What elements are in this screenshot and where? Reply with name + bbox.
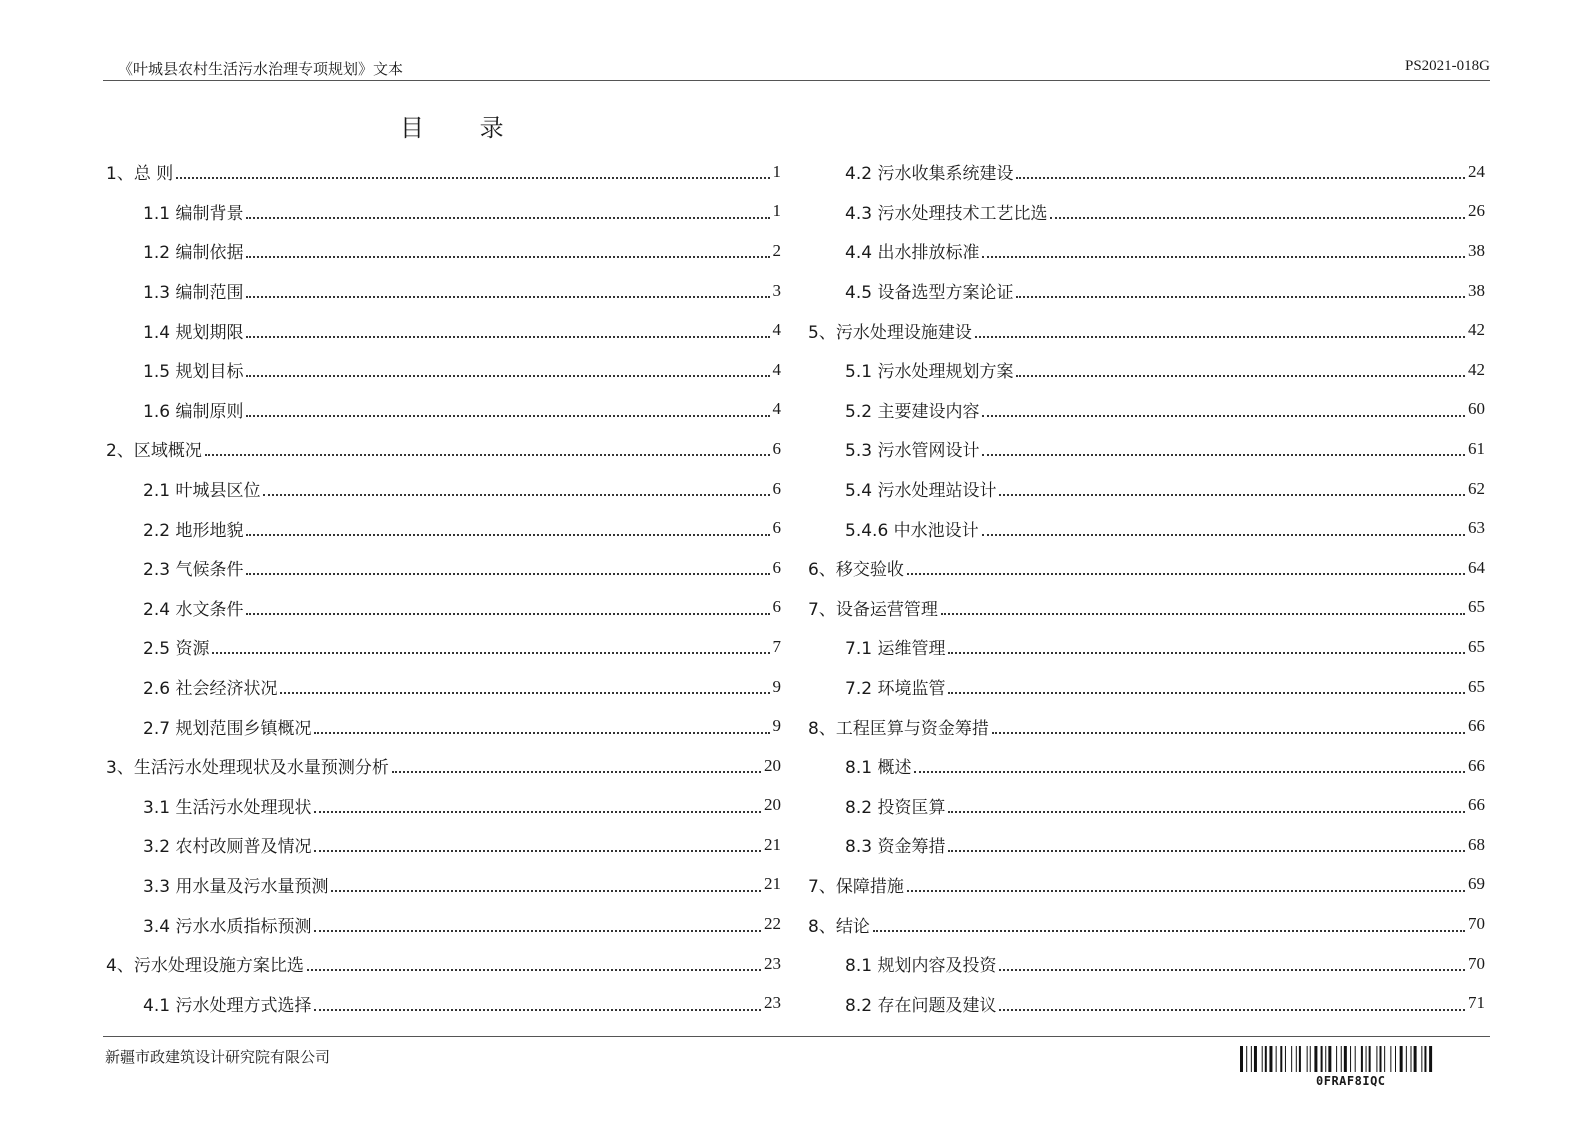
toc-entry-page: 66 [1468,716,1485,736]
toc-entry[interactable] [808,310,1485,350]
toc-entry[interactable] [106,390,781,430]
dot-leader [975,335,1465,338]
toc-entry-page: 26 [1468,201,1485,221]
toc-entry-title: 2.3 气候条件 [143,560,244,581]
toc-entry[interactable] [106,231,781,271]
toc-entry-page: 68 [1468,834,1485,854]
dot-leader [914,770,1465,773]
toc-entry-title: 2.1 叶城县区位 [143,481,261,502]
toc-entry[interactable] [106,944,781,984]
toc-entry[interactable] [808,786,1485,826]
document-title: 《叶城县农村生活污水治理专项规划》文本 [118,60,404,78]
toc-entry-page: 71 [1468,993,1485,1013]
toc-entry-page: 22 [764,914,781,934]
toc-entry[interactable] [106,825,781,865]
footer-divider [103,1036,1490,1037]
toc-entry-title: 8.1 概述 [845,758,912,779]
dot-leader [246,295,769,298]
dot-leader [314,731,769,734]
toc-entry-title: 4.4 出水排放标准 [845,243,980,264]
toc-left-column [106,152,781,1023]
toc-entry-page: 1 [772,161,781,181]
dot-leader [246,335,769,338]
toc-entry-page: 6 [772,597,781,617]
dot-leader [948,810,1465,813]
toc-entry-title: 2、区域概况 [106,441,202,462]
dot-leader [907,572,1465,575]
dot-leader [246,255,769,258]
toc-entry[interactable] [808,350,1485,390]
dot-leader [982,255,1465,258]
toc-entry-title: 1、总 则 [106,164,174,185]
toc-entry-page: 62 [1468,478,1485,498]
toc-entry[interactable] [106,429,781,469]
header-divider [103,80,1490,81]
toc-entry[interactable] [808,390,1485,430]
dot-leader [331,889,761,892]
dot-leader [263,493,769,496]
dot-leader [246,612,769,615]
toc-entry-title: 4.1 污水处理方式选择 [143,995,312,1016]
dot-leader [873,929,1465,932]
toc-entry-title: 7.1 运维管理 [845,639,946,660]
toc-entry-title: 3、生活污水处理现状及水量预测分析 [106,758,389,779]
toc-entry-page: 70 [1468,914,1485,934]
toc-entry-title: 5.4 污水处理站设计 [845,481,997,502]
toc-entry[interactable] [808,706,1485,746]
toc-entry-page: 24 [1468,161,1485,181]
toc-entry-title: 8.1 规划内容及投资 [845,956,997,977]
dot-leader [246,533,769,536]
toc-entry-title: 1.3 编制范围 [143,283,244,304]
toc-entry[interactable] [106,904,781,944]
dot-leader [999,1008,1465,1011]
toc-entry-page: 64 [1468,557,1485,577]
dot-leader [999,968,1465,971]
dot-leader [246,374,769,377]
toc-entry-page: 20 [764,795,781,815]
toc-entry[interactable] [808,667,1485,707]
dot-leader [307,968,761,971]
toc-entry-title: 5.1 污水处理规划方案 [845,362,1014,383]
toc-entry-page: 38 [1468,280,1485,300]
dot-leader [1050,216,1465,219]
toc-entry[interactable] [106,786,781,826]
dot-leader [246,572,769,575]
toc-entry-page: 23 [764,993,781,1013]
toc-entry-page: 42 [1468,359,1485,379]
toc-entry-title: 2.7 规划范围乡镇概况 [143,718,312,739]
toc-entry[interactable] [808,548,1485,588]
toc-entry-title: 4.5 设备选型方案论证 [845,283,1014,304]
toc-entry-title: 4.2 污水收集系统建设 [845,164,1014,185]
toc-entry-title: 3.2 农村改厕普及情况 [143,837,312,858]
toc-entry-title: 8、结论 [808,916,870,937]
toc-entry-page: 42 [1468,320,1485,340]
toc-entry[interactable] [808,627,1485,667]
toc-entry-title: 2.5 资源 [143,639,210,660]
barcode-image [1240,1046,1485,1072]
dot-leader [907,889,1465,892]
toc-entry[interactable] [808,152,1485,192]
toc-entry-page: 63 [1468,518,1485,538]
toc-entry[interactable] [808,746,1485,786]
toc-entry[interactable] [106,667,781,707]
toc-entry-page: 21 [764,834,781,854]
dot-leader [176,176,769,179]
toc-entry-title: 3.1 生活污水处理现状 [143,797,312,818]
dot-leader [982,414,1465,417]
toc-entry[interactable] [106,746,781,786]
toc-entry[interactable] [808,508,1485,548]
toc-entry-title: 2.4 水文条件 [143,599,244,620]
toc-entry[interactable] [808,192,1485,232]
toc-entry-page: 4 [772,359,781,379]
toc-entry-title: 7、设备运营管理 [808,599,938,620]
toc-entry-page: 69 [1468,874,1485,894]
toc-entry[interactable] [808,469,1485,509]
toc-entry-page: 20 [764,755,781,775]
toc-entry-title: 8、工程匡算与资金筹措 [808,718,989,739]
toc-entry-title: 4、污水处理设施方案比选 [106,956,304,977]
toc-entry[interactable] [106,983,781,1023]
toc-entry-title: 2.6 社会经济状况 [143,679,278,700]
toc-entry-page: 6 [772,478,781,498]
dot-leader [392,770,761,773]
toc-entry[interactable] [106,548,781,588]
toc-entry[interactable] [808,429,1485,469]
dot-leader [982,533,1465,536]
toc-entry-title: 8.2 投资匡算 [845,797,946,818]
toc-right-column [808,152,1485,1023]
toc-entry-page: 6 [772,438,781,458]
toc-entry-title: 7、保障措施 [808,876,904,897]
dot-leader [314,1008,761,1011]
toc-entry-page: 38 [1468,240,1485,260]
toc-entry-title: 7.2 环境监管 [845,679,946,700]
toc-entry-page: 6 [772,557,781,577]
toc-entry[interactable] [106,192,781,232]
toc-entry-page: 4 [772,399,781,419]
toc-entry-title: 1.6 编制原则 [143,401,244,422]
toc-entry-page: 65 [1468,597,1485,617]
dot-leader [246,216,769,219]
dot-leader [999,493,1465,496]
toc-entry-page: 66 [1468,755,1485,775]
toc-entry-title: 1.4 规划期限 [143,322,244,343]
toc-entry-page: 9 [772,676,781,696]
toc-entry-page: 9 [772,716,781,736]
toc-entry[interactable] [106,508,781,548]
dot-leader [992,731,1465,734]
barcode-text: 0FRAF8IQC [1316,1074,1386,1088]
toc-entry-title: 2.2 地形地貌 [143,520,244,541]
toc-entry-title: 5、污水处理设施建设 [808,322,972,343]
toc-entry-page: 21 [764,874,781,894]
toc-entry-page: 61 [1468,438,1485,458]
toc-entry[interactable] [808,944,1485,984]
toc-entry-page: 3 [772,280,781,300]
toc-entry[interactable] [808,231,1485,271]
dot-leader [314,849,761,852]
toc-entry-page: 60 [1468,399,1485,419]
organization-name: 新疆市政建筑设计研究院有限公司 [105,1048,331,1066]
toc-entry-title: 8.2 存在问题及建议 [845,995,997,1016]
toc-entry[interactable] [808,865,1485,905]
toc-entry-title: 3.4 污水水质指标预测 [143,916,312,937]
dot-leader [314,810,761,813]
toc-entry-title: 1.1 编制背景 [143,203,244,224]
toc-entry[interactable] [808,825,1485,865]
toc-entry-page: 65 [1468,636,1485,656]
toc-entry[interactable] [106,588,781,628]
toc-entry[interactable] [106,152,781,192]
dot-leader [948,691,1465,694]
dot-leader [948,651,1465,654]
toc-entry-title: 8.3 资金筹措 [845,837,946,858]
toc-entry-title: 1.2 编制依据 [143,243,244,264]
toc-entry[interactable] [106,469,781,509]
toc-entry-page: 4 [772,320,781,340]
toc-entry-title: 4.3 污水处理技术工艺比选 [845,203,1048,224]
toc-entry[interactable] [808,271,1485,311]
page-title: 目 录 [400,114,528,142]
toc-entry[interactable] [106,271,781,311]
dot-leader [246,414,769,417]
toc-entry-page: 66 [1468,795,1485,815]
toc-entry[interactable] [106,350,781,390]
toc-entry[interactable] [106,310,781,350]
dot-leader [1016,295,1465,298]
toc-entry-title: 3.3 用水量及污水量预测 [143,876,329,897]
toc-entry-title: 1.5 规划目标 [143,362,244,383]
dot-leader [948,849,1465,852]
toc-entry-title: 5.2 主要建设内容 [845,401,980,422]
toc-entry[interactable] [106,627,781,667]
toc-entry-title: 5.3 污水管网设计 [845,441,980,462]
toc-entry[interactable] [808,588,1485,628]
toc-entry-page: 1 [772,201,781,221]
dot-leader [982,453,1465,456]
dot-leader [314,929,761,932]
toc-entry-title: 6、移交验收 [808,560,904,581]
toc-entry-page: 6 [772,518,781,538]
toc-entry-page: 2 [772,240,781,260]
toc-entry-page: 70 [1468,953,1485,973]
toc-entry-page: 7 [772,636,781,656]
dot-leader [941,612,1465,615]
dot-leader [1016,176,1465,179]
dot-leader [280,691,769,694]
toc-entry[interactable] [808,904,1485,944]
toc-entry-page: 23 [764,953,781,973]
dot-leader [212,651,769,654]
document-code: PS2021-018G [1404,58,1490,74]
toc-entry[interactable] [808,983,1485,1023]
toc-entry-page: 65 [1468,676,1485,696]
toc-entry[interactable] [106,865,781,905]
dot-leader [205,453,770,456]
dot-leader [1016,374,1465,377]
toc-entry-title: 5.4.6 中水池设计 [845,520,979,541]
toc-entry[interactable] [106,706,781,746]
